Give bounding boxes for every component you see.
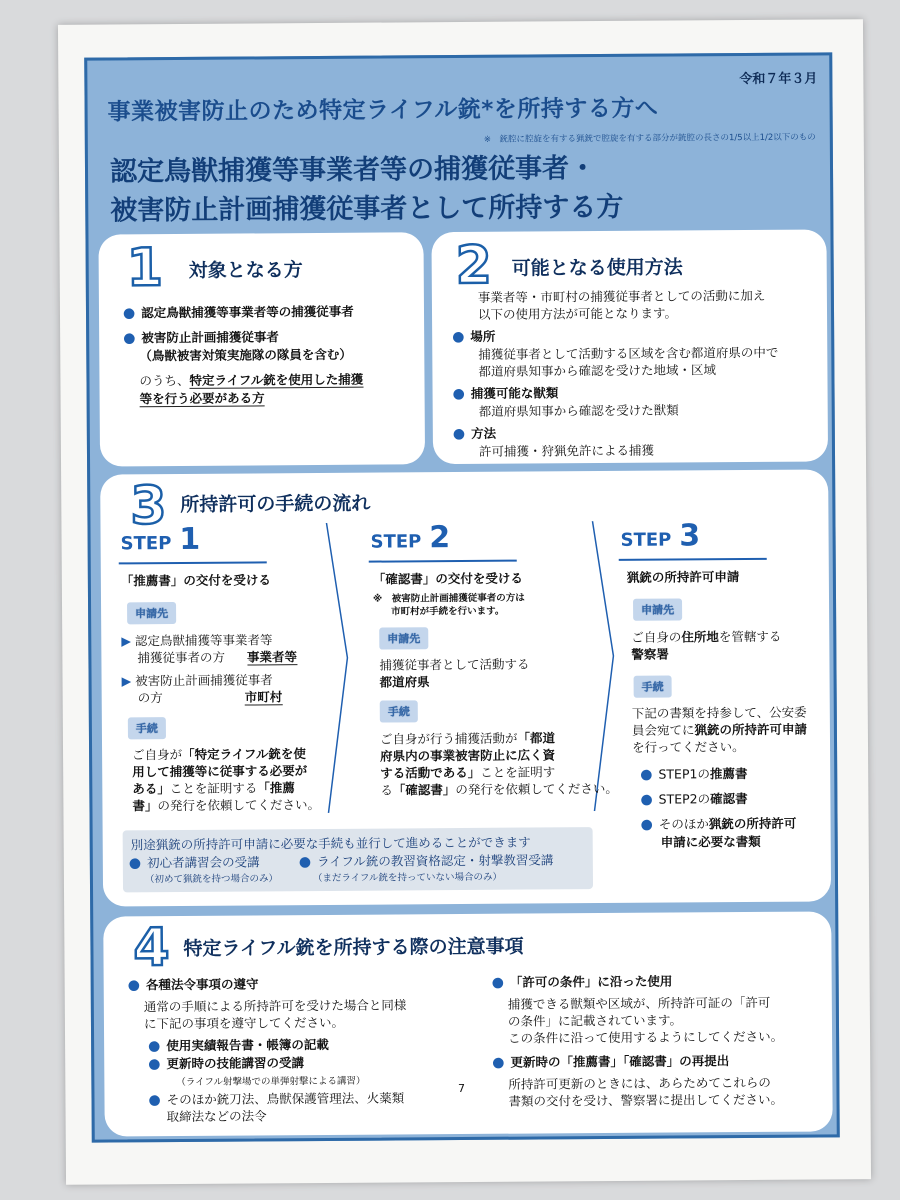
- step-1-target-1b: 捕獲従事者の方 事業者等: [137, 649, 297, 666]
- notice-right-1-text-1: 捕獲できる獣類や区域が、所持許可証の「許可: [507, 994, 771, 1012]
- usage-place-text-2: 都道府県知事から確認を受けた地域・区域: [478, 362, 716, 379]
- bullet-icon: ●: [492, 1054, 505, 1071]
- step-2-apply-1: 捕獲従事者として活動する: [379, 656, 530, 673]
- usage-place-text-1: 捕獲従事者として活動する区域を含む都道府県の中で: [478, 344, 779, 362]
- notice-right-2-text-1: 所持許可更新のときには、あらためてこれらの: [508, 1074, 771, 1092]
- parallel-title: 別途猟銃の所持許可申請に必要な手続も並行して進めることができます: [130, 834, 531, 853]
- usage-species-label: ● 捕獲可能な獣類: [452, 385, 559, 403]
- usage-intro-1: 事業者等・市町村の捕獲従事者としての活動に加え: [477, 287, 766, 305]
- step-3-doc-3: ● そのほか猟銃の所持許可: [640, 815, 797, 833]
- step-3-apply-1: ご自身の住所地を管轄する: [631, 628, 782, 645]
- bullet-icon: ●: [452, 328, 465, 346]
- step-2-note-2: 市町村が手続を行います。: [391, 605, 505, 618]
- section-2-heading: 可能となる使用方法: [511, 256, 683, 280]
- page-title: 事業被害防止のため特定ライフル銃*を所持する方へ: [107, 95, 659, 126]
- section-2-number: 2: [455, 235, 493, 297]
- step-1-label: STEP 1: [120, 521, 201, 557]
- parallel-item-2-sub: （まだライフル銃を持っていない場合のみ）: [312, 871, 503, 885]
- step-1-target-2b: の方 市町村: [137, 689, 283, 706]
- usage-method-text: 許可捕獲・狩猟免許による捕獲: [478, 442, 655, 459]
- bullet-icon: ●: [491, 974, 504, 991]
- step-1-target-1a: ▶ 認定鳥獣捕獲等事業者等: [121, 632, 273, 649]
- step-3-proc-1: 下記の書類を持参して、公安委: [631, 704, 807, 721]
- triangle-right-icon: ▶: [121, 673, 132, 689]
- bullet-icon: ●: [148, 1092, 161, 1109]
- step-3-apply-chip: 申請先: [633, 598, 682, 620]
- step-1-proc-4: 書」の発行を依頼してください。: [132, 796, 321, 814]
- section-3-number: 3: [130, 476, 167, 537]
- step-divider-2: [588, 521, 620, 811]
- step-2-proc-chip: 手続: [380, 700, 418, 722]
- page-number: 7: [458, 1082, 465, 1095]
- section-1-heading: 対象となる方: [188, 259, 303, 282]
- bullet-icon: ●: [640, 816, 653, 833]
- step-3-proc-3: を行ってください。: [631, 739, 745, 755]
- step-3-title: 猟銃の所持許可申請: [626, 569, 740, 585]
- bullet-icon: ●: [452, 385, 465, 403]
- notice-right-1-text-2: の条件」に記載されています。: [507, 1012, 683, 1029]
- step-1-proc-2: 用して捕獲等に従事する必要が: [132, 763, 308, 780]
- section-1-number: 1: [126, 238, 164, 299]
- target-item-1: ● 認定鳥獣捕獲等事業者等の捕獲従事者: [122, 303, 354, 322]
- section-4-heading: 特定ライフル銃を所持する際の注意事項: [183, 935, 524, 960]
- parallel-item-1: ● 初心者講習会の受講: [128, 854, 260, 872]
- parallel-item-2: ● ライフル銃の教習資格認定・射撃教習受講: [298, 852, 554, 871]
- parallel-item-1-sub: （初めて猟銃を持つ場合のみ）: [144, 873, 279, 886]
- bullet-icon: ●: [640, 791, 653, 808]
- step-3-label: STEP 3: [620, 518, 701, 554]
- step-3-doc-1: ● STEP1の推薦書: [640, 766, 748, 783]
- step-1-apply-chip: 申請先: [127, 602, 176, 624]
- usage-method-label: ● 方法: [452, 425, 497, 443]
- bullet-icon: ●: [122, 305, 136, 322]
- subtitle-line-1: 認定鳥獣捕獲等事業者等の捕獲従事者・: [109, 153, 597, 188]
- step-2-title: 「確認書」の交付を受ける: [372, 570, 523, 587]
- date: 令和７年３月: [739, 71, 818, 88]
- target-tail-2: 等を行う必要がある方: [139, 390, 265, 407]
- section-4-number: 4: [133, 918, 170, 979]
- notice-right-2-text-2: 書類の交付を受け、警察署に提出してください。: [508, 1091, 784, 1109]
- step-1-proc-chip: 手続: [128, 717, 166, 739]
- notice-right-1-text-3: この条件に沿って使用するようにしてください。: [508, 1028, 784, 1046]
- step-2-proc-3: する活動である」ことを証明す: [380, 764, 556, 781]
- step-divider-1: [322, 523, 354, 813]
- step-2-apply-chip: 申請先: [379, 627, 428, 649]
- notice-sub-1: ● 使用実績報告書・帳簿の記載: [148, 1036, 329, 1055]
- parallel-procedures-box: [123, 827, 593, 892]
- bullet-icon: ●: [123, 330, 136, 347]
- notice-left-text-1: 通常の手順による所持許可を受けた場合と同様: [143, 997, 407, 1015]
- target-item-2: ● 被害防止計画捕獲従事者: [123, 329, 279, 347]
- step-2-label: STEP 2: [370, 520, 451, 556]
- title-footnote: ※ 銃腔に腔旋を有する猟銃で腔旋を有する部分が銃腔の長さの1/5以上1/2以下のもの: [483, 132, 816, 145]
- step-2-underline: [369, 560, 517, 563]
- usage-species-text: 都道府県知事から確認を受けた獣類: [478, 402, 679, 419]
- notice-sub-3-cont: 取締法などの法令: [166, 1108, 267, 1125]
- usage-place-label: ● 場所: [452, 328, 496, 346]
- subtitle: [110, 149, 624, 231]
- notice-sub-2: ● 更新時の技能講習の受講: [148, 1055, 305, 1073]
- usage-intro-2: 以下の使用方法が可能となります。: [477, 305, 678, 322]
- step-1-proc-1: ご自身が「特定ライフル銃を使: [132, 746, 306, 763]
- step-2-proc-1: ご自身が行う捕獲活動が「都道: [379, 730, 556, 747]
- step-2-proc-4: る「確認書」の発行を依頼してください。: [380, 780, 618, 798]
- notice-right-1-label: ● 「許可の条件」に沿った使用: [491, 973, 673, 991]
- bullet-icon: ●: [452, 425, 466, 443]
- step-1-target-2a: ▶ 被害防止計画捕獲従事者: [121, 672, 273, 689]
- bullet-icon: ●: [298, 854, 312, 871]
- subtitle-line-2: 被害防止計画捕獲従事者として所持する方: [110, 191, 624, 227]
- step-3-doc-2: ● STEP2の確認書: [640, 791, 748, 808]
- step-3-proc-2: 員会宛てに猟銃の所持許可申請: [631, 721, 808, 738]
- step-1-proc-3: ある」ことを証明する「推薦: [132, 780, 295, 797]
- bullet-icon: ●: [148, 1038, 161, 1055]
- step-2-proc-2: 府県内の事業被害防止に広く資: [380, 747, 556, 764]
- section-3-box: [100, 469, 831, 906]
- notice-sub-3: ● そのほか銃刀法、鳥獣保護管理法、火薬類: [148, 1090, 405, 1109]
- step-3-doc-3-cont: 申請に必要な書類: [660, 833, 761, 850]
- step-3-proc-chip: 手続: [634, 676, 672, 698]
- step-2-note-1: ※ 被害防止計画捕獲従事者の方は: [372, 592, 525, 605]
- target-tail: のうち、特定ライフル銃を使用した捕獲: [139, 371, 364, 389]
- notice-sub-2-note: （ライフル射撃場での単弾射撃による講習）: [176, 1075, 366, 1089]
- step-3-apply-2: 警察署: [631, 646, 669, 662]
- section-1-box: [98, 232, 425, 466]
- bullet-icon: ●: [148, 1056, 161, 1073]
- target-item-2-sub: （鳥獣被害対策実施隊の隊員を含む）: [139, 346, 352, 364]
- step-1-title: 「推薦書」の交付を受ける: [120, 572, 271, 589]
- triangle-right-icon: ▶: [121, 633, 131, 649]
- section-4-box: [103, 911, 833, 1136]
- section-2-box: [431, 229, 828, 464]
- step-3-underline: [619, 558, 767, 561]
- notice-right-2-label: ● 更新時の「推薦書」「確認書」の再提出: [492, 1053, 730, 1071]
- notice-left-label: ● 各種法令事項の遵守: [127, 976, 259, 994]
- step-2-apply-2: 都道府県: [379, 674, 430, 690]
- flyer: [84, 52, 840, 1142]
- section-3-heading: 所持許可の手続の流れ: [180, 492, 371, 516]
- step-1-underline: [119, 561, 267, 564]
- bullet-icon: ●: [127, 977, 140, 994]
- bullet-icon: ●: [128, 855, 142, 872]
- notice-left-text-2: に下記の事項を遵守してください。: [143, 1014, 345, 1032]
- bullet-icon: ●: [640, 766, 653, 783]
